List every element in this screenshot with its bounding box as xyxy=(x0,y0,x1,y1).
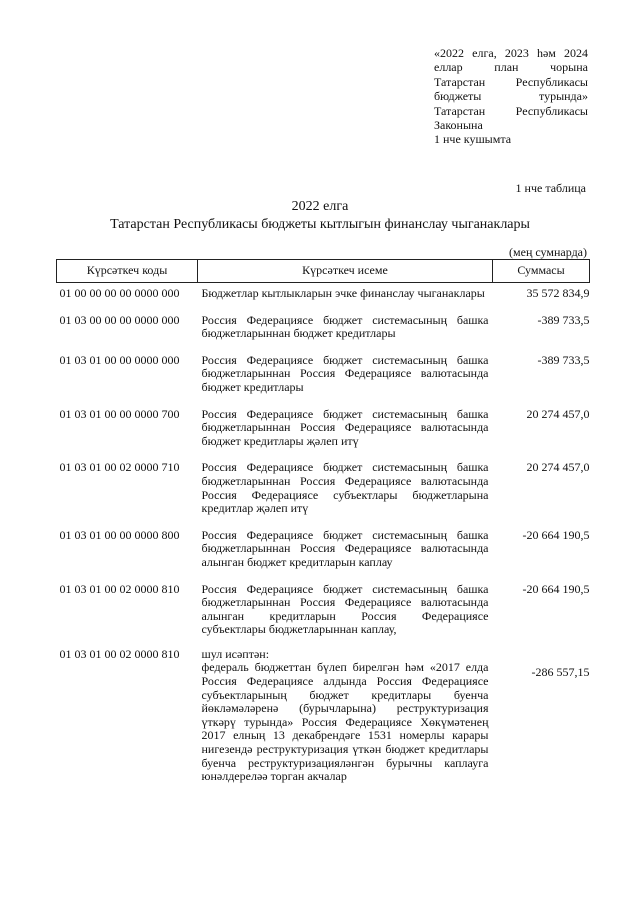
table-row xyxy=(57,527,590,581)
row-code: 01 03 01 00 02 0000 810 xyxy=(59,581,180,596)
row-detail-text: федераль бюджеттан бүлеп бирелгән һәм «2017 елда Россия Федерациясе алдында Россия Федерациясе субъектларының бюджет кредитлары буенча йөкләмәләренә (бурычларына) реструктуризация үткәрү турында» Россия Федерациясе Хөкүмәтенең 2017 елның 13 декабрендәге 1531 номерлы карары нигезендә реструктуризация үткән бюджет кредитлары буенча реструктуризацияләнгән бурычны каплауга юнәлдереләә торган акчалар xyxy=(201,660,489,784)
row-sum: 20 274 457,0 xyxy=(526,460,590,475)
table-row xyxy=(57,352,590,406)
row-name: Россия Федерациясе бюджет системасының башка бюджетларыннан Россия Федерациясе валютасында бюджет кредитлары җәлеп итү xyxy=(201,406,489,448)
row-sum: -20 664 190,5 xyxy=(522,527,590,542)
row-sum: 20 274 457,0 xyxy=(526,406,590,421)
note-line: Татарстан Республикасы xyxy=(434,103,588,118)
row-code: 01 03 01 00 00 0000 700 xyxy=(59,406,180,421)
row-name: Россия Федерациясе бюджет системасының башка бюджетларыннан Россия Федерациясе валютасында бюджет кредитлары xyxy=(201,352,489,394)
page-title: Татарстан Республикасы бюджеты кытлыгын финанслау чыганаклары xyxy=(110,217,530,232)
note-line: 1 нче кушымта xyxy=(434,132,512,147)
row-sum: -389 733,5 xyxy=(537,312,590,327)
row-sublabel: шул исәптән: xyxy=(201,646,270,661)
row-name: Россия Федерациясе бюджет системасының башка бюджетларыннан Россия Федерациясе валютасында алынган бюджет кредитларын каплау xyxy=(201,527,489,569)
row-code: 01 03 01 00 00 0000 000 xyxy=(59,352,180,367)
note-line: Законына xyxy=(434,118,483,133)
table-number: 1 нче таблица xyxy=(515,181,586,195)
financing-sources-table xyxy=(56,259,590,784)
row-sum: -286 557,15 xyxy=(531,664,590,679)
row-name xyxy=(198,648,493,784)
table-header-row xyxy=(57,260,590,283)
column-header-name: Күрсәткеч исеме xyxy=(198,260,493,283)
table-row xyxy=(57,581,590,648)
row-code: 01 03 01 00 02 0000 710 xyxy=(59,460,180,475)
note-line: «2022 елга, 2023 һәм 2024 xyxy=(434,46,588,60)
column-header-code: Күрсәткеч коды xyxy=(57,260,198,283)
row-name: Бюджетлар кытлыкларын эчке финанслау чыганаклары xyxy=(201,286,485,300)
column-header-sum: Суммасы xyxy=(493,260,590,283)
table-row xyxy=(57,312,590,352)
row-sum: 35 572 834,9 xyxy=(526,286,590,300)
note-line: Татарстан Республикасы xyxy=(434,74,588,89)
row-sum: -389 733,5 xyxy=(537,352,590,367)
row-code: 01 03 01 00 02 0000 810 xyxy=(59,646,180,661)
table-row xyxy=(57,283,590,312)
table-row xyxy=(57,648,590,784)
row-code: 01 00 00 00 00 0000 000 xyxy=(59,286,180,300)
row-sum: -20 664 190,5 xyxy=(522,581,590,596)
table-row xyxy=(57,459,590,526)
note-line: еллар план чорына xyxy=(434,60,588,75)
table-row xyxy=(57,406,590,460)
page-title-year: 2022 елга xyxy=(291,199,349,214)
law-reference-note xyxy=(434,46,588,147)
unit-label: (мең сумнарда) xyxy=(509,245,587,259)
note-line: бюджеты турында» xyxy=(434,89,588,104)
row-code: 01 03 00 00 00 0000 000 xyxy=(59,312,180,327)
row-name: Россия Федерациясе бюджет системасының башка бюджетларыннан бюджет кредитлары xyxy=(201,312,489,341)
row-code: 01 03 01 00 00 0000 800 xyxy=(59,527,180,542)
row-name: Россия Федерациясе бюджет системасының башка бюджетларыннан Россия Федерациясе валютасында Россия Федерациясе субъектлары бюджетларына кредитлар җәлеп итү xyxy=(201,460,489,516)
row-name: Россия Федерациясе бюджет системасының башка бюджетларыннан Россия Федерациясе валютасында алынган кредитларын Россия Федерациясе субъектлары бюджетларыннан каплау, xyxy=(201,581,489,637)
